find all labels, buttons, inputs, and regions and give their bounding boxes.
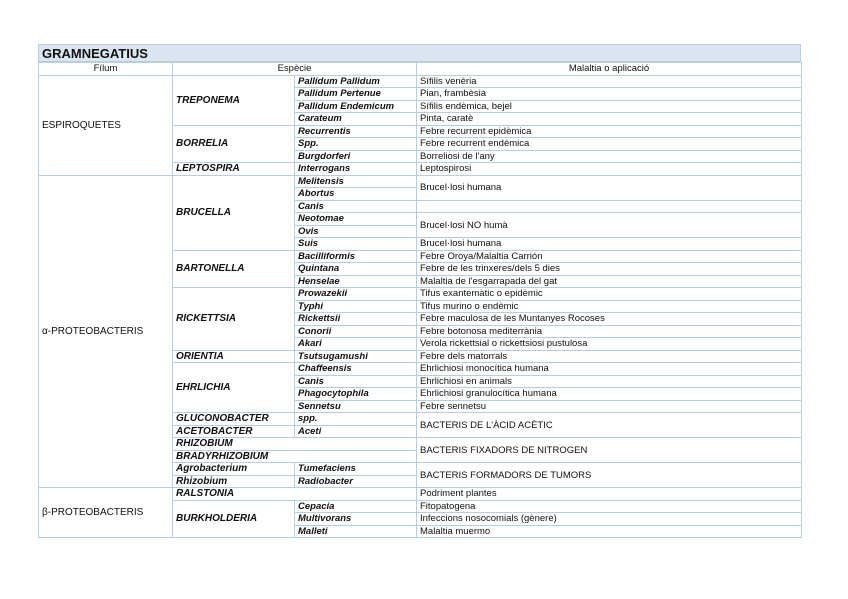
- species-cell: Spp.: [295, 138, 417, 151]
- disease-cell: Leptospirosi: [417, 163, 802, 176]
- species-cell: Typhi: [295, 300, 417, 313]
- disease-cell: Fitopatogena: [417, 500, 802, 513]
- species-cell: Pallidum Endemicum: [295, 100, 417, 113]
- disease-cell: BACTERIS FORMADORS DE TUMORS: [417, 463, 802, 488]
- disease-cell: Infeccions nosocomials (gènere): [417, 513, 802, 526]
- species-cell: Phagocytophila: [295, 388, 417, 401]
- genus-cell: TREPONEMA: [173, 75, 295, 125]
- genus-cell: GLUCONOBACTER: [173, 413, 295, 426]
- species-cell: Pallidum Pallidum: [295, 75, 417, 88]
- phylum-cell: α-PROTEOBACTERIS: [39, 175, 173, 488]
- disease-cell: Febre de les trinxeres/dels 5 dies: [417, 263, 802, 276]
- disease-cell: Pinta, caratè: [417, 113, 802, 126]
- disease-cell: Brucel·losi humana: [417, 238, 802, 251]
- genus-cell: RALSTONIA: [173, 488, 417, 501]
- table-row: [39, 488, 802, 501]
- bacteria-table: [38, 62, 802, 538]
- disease-cell: Pian, frambèsia: [417, 88, 802, 101]
- disease-cell: Ehrlichiosi en animals: [417, 375, 802, 388]
- species-cell: Henselae: [295, 275, 417, 288]
- genus-cell: BORRELIA: [173, 125, 295, 163]
- table-title: GRAMNEGATIUS: [38, 44, 801, 62]
- genus-cell: Rhizobium: [173, 475, 295, 488]
- genus-cell: BURKHOLDERIA: [173, 500, 295, 538]
- table-row: [39, 175, 802, 188]
- species-cell: Sennetsu: [295, 400, 417, 413]
- disease-cell: Tifus murino o endèmic: [417, 300, 802, 313]
- species-cell: Quintana: [295, 263, 417, 276]
- disease-cell: Febre recurrent endèmica: [417, 138, 802, 151]
- species-cell: Conorii: [295, 325, 417, 338]
- species-cell: Canis: [295, 375, 417, 388]
- species-cell: Malleti: [295, 525, 417, 538]
- disease-cell: Malaltia muermo: [417, 525, 802, 538]
- disease-cell: Febre dels matorrals: [417, 350, 802, 363]
- disease-cell: Febre maculosa de les Muntanyes Rocoses: [417, 313, 802, 326]
- disease-cell: Tifus exantemàtic o epidèmic: [417, 288, 802, 301]
- species-cell: Cepacia: [295, 500, 417, 513]
- species-cell: Radiobacter: [295, 475, 417, 488]
- disease-cell: Febre botonosa mediterrània: [417, 325, 802, 338]
- disease-cell-empty: [417, 200, 802, 213]
- disease-cell: Podriment plantes: [417, 488, 802, 501]
- species-cell: Interrogans: [295, 163, 417, 176]
- header-filum: Fílum: [39, 63, 173, 76]
- species-cell: Carateum: [295, 113, 417, 126]
- species-cell: Bacilliformis: [295, 250, 417, 263]
- header-malaltia: Malaltia o aplicació: [417, 63, 802, 76]
- disease-cell: Borreliosi de l'any: [417, 150, 802, 163]
- species-cell: Recurrentis: [295, 125, 417, 138]
- phylum-cell: ESPIROQUETES: [39, 75, 173, 175]
- genus-cell: BRADYRHIZOBIUM: [173, 450, 417, 463]
- species-cell: Neotomae: [295, 213, 417, 226]
- disease-cell: Ehrlichiosi granulocítica humana: [417, 388, 802, 401]
- disease-cell: Malaltia de l'esgarrapada del gat: [417, 275, 802, 288]
- species-cell: Akari: [295, 338, 417, 351]
- disease-cell: Febre Oroya/Malaltia Carrión: [417, 250, 802, 263]
- species-cell: Canis: [295, 200, 417, 213]
- genus-cell: LEPTOSPIRA: [173, 163, 295, 176]
- disease-cell: Verola rickettsial o rickettsiosi pustulosa: [417, 338, 802, 351]
- disease-cell: BACTERIS DE L'ÀCID ACÈTIC: [417, 413, 802, 438]
- species-cell: Multivorans: [295, 513, 417, 526]
- disease-cell: Brucel·losi humana: [417, 175, 802, 200]
- species-cell: Ovis: [295, 225, 417, 238]
- genus-cell: EHRLICHIA: [173, 363, 295, 413]
- header-row: [39, 63, 802, 76]
- genus-cell: RHIZOBIUM: [173, 438, 417, 451]
- species-cell: Burgdorferi: [295, 150, 417, 163]
- phylum-cell: β-PROTEOBACTERIS: [39, 488, 173, 538]
- species-cell: Tsutsugamushi: [295, 350, 417, 363]
- species-cell: Chaffeensis: [295, 363, 417, 376]
- table-row: [39, 75, 802, 88]
- disease-cell: Brucel·losi NO humà: [417, 213, 802, 238]
- genus-cell: RICKETTSIA: [173, 288, 295, 351]
- species-cell: spp.: [295, 413, 417, 426]
- species-cell: Rickettsii: [295, 313, 417, 326]
- genus-cell: ACETOBACTER: [173, 425, 295, 438]
- disease-cell: Febre sennetsu: [417, 400, 802, 413]
- disease-cell: Sífilis venèria: [417, 75, 802, 88]
- species-cell: Prowazekii: [295, 288, 417, 301]
- species-cell: Melitensis: [295, 175, 417, 188]
- species-cell: Pallidum Pertenue: [295, 88, 417, 101]
- genus-cell: BRUCELLA: [173, 175, 295, 250]
- species-cell: Aceti: [295, 425, 417, 438]
- genus-cell: BARTONELLA: [173, 250, 295, 288]
- genus-cell: ORIENTIA: [173, 350, 295, 363]
- species-cell: Tumefaciens: [295, 463, 417, 476]
- bacteria-table-sheet: [38, 44, 801, 538]
- disease-cell: BACTERIS FIXADORS DE NITROGEN: [417, 438, 802, 463]
- species-cell: Abortus: [295, 188, 417, 201]
- disease-cell: Ehrlichiosi monocítica humana: [417, 363, 802, 376]
- header-especie: Espècie: [173, 63, 417, 76]
- disease-cell: Febre recurrent epidèmica: [417, 125, 802, 138]
- genus-cell: Agrobacterium: [173, 463, 295, 476]
- disease-cell: Sífilis endèmica, bejel: [417, 100, 802, 113]
- species-cell: Suis: [295, 238, 417, 251]
